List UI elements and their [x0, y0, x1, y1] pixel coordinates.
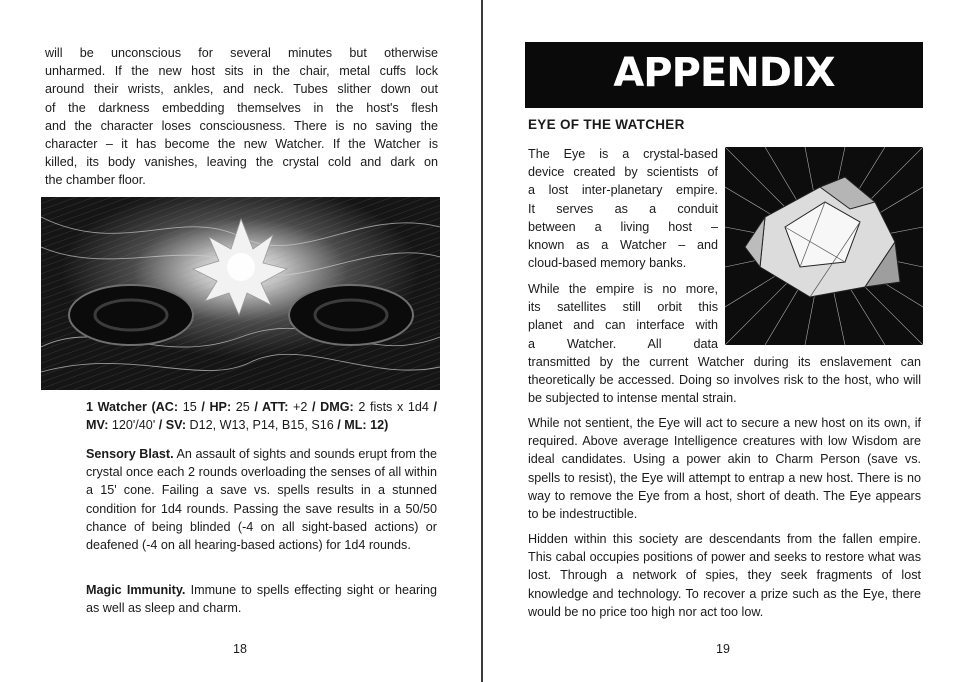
intro-line: the chamber floor. [45, 173, 146, 188]
ability-sensory-blast [86, 445, 437, 554]
wrap-line: It serves as a conduit [528, 201, 718, 216]
ability-text: Immune to spells effecting sight or hearing as well as sleep and charm. [86, 583, 437, 616]
eye-para-3: While not sentient, the Eye will act to secure a new host on its own, if required. Above average Intelligence creatures with low Wisdom are ideal candidates. Using a power akin to Charm Person (save vs. spells to resist), the Eye will attempt to entrap a new host. There is no way to remove the Eye from a host, short of death. The Eye appears to be indestructible. [528, 416, 921, 522]
eye-para-2-rest: transmitted by the current Watcher during its enslavement can theoretically be accessed. Doing so involves risk to the host, who will be subjected to intense mental strain. [528, 355, 921, 406]
page-number: 18 [233, 642, 247, 656]
mv-value: 120'/40' [111, 418, 156, 433]
left-page [0, 0, 481, 682]
wrap-line: The Eye is a crystal-based [528, 147, 718, 161]
ability-magic-immunity [86, 581, 437, 617]
eye-crystal-illustration [725, 147, 923, 345]
intro-line: of the darkness embedding themselves in the host's flesh [45, 100, 438, 115]
wrap-line: While the empire is no more, [528, 282, 718, 296]
stat-block [86, 398, 437, 434]
eye-para-4: Hidden within this society are descendants from the fallen empire. This cabal occupies positions of power and seeks to restore what was lost. Through a network of spies, they seek fragments of lost knowledge and technology. To recover a prize such as the Eye, there would be no price too high nor act too low. [528, 532, 921, 619]
att-label: / ATT: [254, 400, 289, 414]
intro-line: unharmed. If the new host sits in the chair, metal cuffs lock [45, 64, 438, 79]
sv-value: D12, W13, P14, B15, S16 [189, 418, 334, 433]
ability-title: Sensory Blast. [86, 447, 174, 461]
wrap-line: a Watcher. All data [528, 336, 718, 351]
hp-value: 25 [235, 400, 250, 414]
intro-line: around their wrists, ankles, and neck. Tubes slither down out [45, 82, 438, 97]
sv-label: / SV: [158, 418, 187, 433]
dmg-label: / DMG: [312, 400, 354, 414]
wrap-line: planet and can interface with [528, 318, 718, 333]
intro-line: and the character loses consciousness. There is no saving the [45, 118, 438, 133]
dmg-value: 2 fists x 1d4 [358, 400, 429, 414]
wrap-line: between a living host – [528, 219, 718, 234]
att-value: +2 [293, 400, 308, 414]
section-heading: EYE OF THE WATCHER [528, 117, 685, 132]
intro-line: character – it has become the new Watcher. If the Watcher is [45, 137, 438, 152]
ability-text: An assault of sights and sounds erupt from the crystal once each 2 rounds overloading the senses of all within a 15' cone. Failing a save vs. spells results in a stunned condition for 1d4 rounds. Passing the save results in a 50/50 chance of being blinded (-4 on all sight-based actions) or deafened (-4 on all hearing-based actions) for 1d4 rounds. [86, 447, 437, 553]
wrap-line: device created by scientists of [528, 165, 718, 180]
creature-name: 1 Watcher [86, 400, 147, 414]
ml-label: / ML: [337, 418, 367, 433]
ac-value: 15 [182, 400, 197, 414]
ability-title: Magic Immunity. [86, 583, 186, 597]
eye-para-1 [528, 145, 718, 272]
intro-line: will be unconscious for several minutes but otherwise [45, 46, 438, 60]
intro-text [45, 44, 438, 190]
wrap-line: cloud-based memory banks. [528, 256, 687, 271]
appendix-banner [525, 42, 923, 108]
wrap-line: known as a Watcher – and [528, 238, 718, 253]
banner-title: APPENDIX [613, 50, 835, 96]
mv-label: / MV: [86, 400, 438, 433]
watcher-illustration [41, 197, 440, 390]
eye-para-2-wrapped [528, 280, 718, 353]
intro-line: killed, its body vanishes, leaving the crystal cold and dark on [45, 155, 438, 170]
ml-value: 12) [370, 418, 389, 433]
ac-label: (AC: [151, 400, 179, 414]
page-number: 19 [716, 642, 730, 656]
wrap-line: a lost inter-planetary empire. [528, 183, 718, 198]
book-spine [481, 0, 483, 682]
wrap-line: its satellites still orbit this [528, 300, 718, 315]
hp-label: / HP: [201, 400, 232, 414]
